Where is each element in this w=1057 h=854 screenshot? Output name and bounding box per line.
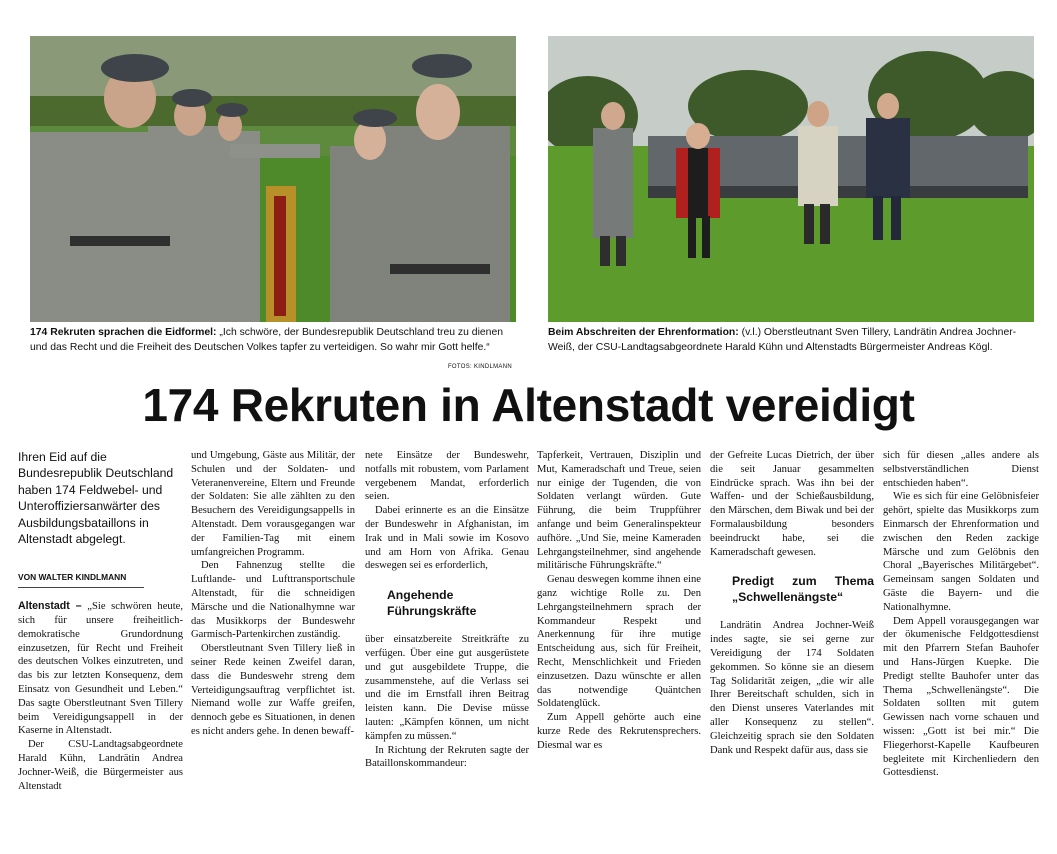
article-paragraph: Dem Appell vorausgegangen war der ökumenische Feldgottesdienst mit den Pfarrern Stefan Bauhofer und Hans-Jürgen Kuepke. Die Predigt stellte Bauhofer unter das Thema „Schwellenängste“. Die Soldaten sollten mit gutem Gewissen nach vorne schauen und wissen: „Gott ist bei mir.“ Die Fliegerhorst-Kapelle Kaufbeuren begleitete mit Kirchenliedern den Gottesdienst. (883, 615, 1039, 779)
article-paragraph: Tapferkeit, Vertrauen, Disziplin und Mut, Kameradschaft und Treue, seien nur einige der Tugenden, die von Soldaten verlangt würden. Gute Führung, die beim Truppführer anfange und beim Generalinspekteur aufhöre. „Und Sie, meine Kameraden Lehrgangsteilnehmer, sind angehende militärische Führungskräfte.“ (537, 450, 701, 572)
article-text: „Sie schwören heute, sich für unsere freiheitlich-demokratische Grundordnung einzusetzen, für Recht und Freiheit des deutschen Volkes einzutreten, und das bis zur letzten Konsequenz, dem Einsatz von Gesundheit und Leben.“ Das sagte Oberstleutnant Sven Tillery beim Vereidigungsappell in der Kaserne in Altenstadt. (18, 601, 183, 737)
photo-caption-right (548, 325, 1034, 355)
photo-caption-left (30, 325, 516, 375)
caption-right-text: (v.l.) Oberstleutnant Sven Tillery, Landrätin Andrea Jochner-Weiß, der CSU-Landtagsabgeordnete Harald Kühn und Altenstadts Bürgermeister Andreas Kögl. (548, 327, 1017, 353)
photo-oath-ceremony (30, 36, 516, 322)
article-paragraph: sich für diesen „alles andere als selbstverständlichen Dienst entschieden haben“. (883, 450, 1039, 489)
photo-honor-formation (548, 36, 1034, 322)
article-paragraph: Oberstleutnant Sven Tillery ließ in seiner Rede keinen Zweifel daran, dass die Bundeswehr streng dem Verteidigungsauftrag verpflichtet ist. Niemand wolle zur Waffe greifen, dennoch gebe es Situationen, in denen es nicht anders gehe. In denen bewaff- (191, 643, 355, 737)
article-paragraph: In Richtung der Rekruten sagte der Bataillonskommandeur: (365, 744, 529, 770)
article-paragraph (18, 600, 183, 738)
byline: VON WALTER KINDLMANN (18, 571, 144, 588)
subheading-leaders: Angehende Führungskräfte (387, 588, 477, 619)
article-column-5 (710, 449, 874, 757)
article-paragraph: der Gefreite Lucas Dietrich, der über die seit Januar gesammelten Eindrücke sprach. Was ihn bei der Waffen- und der Schießausbildung, den Märschen, dem Biwak und bei der Formalausbildung besonders beeindruckt habe, sei die Kameradschaft gewesen. (710, 450, 874, 558)
dateline: Altenstadt – (18, 600, 82, 613)
article-paragraph: Zum Appell gehörte auch eine kurze Rede des Rekrutensprechers. Diesmal war es (537, 712, 701, 751)
article-paragraph: Der CSU-Landtagsabgeordnete Harald Kühn, Landrätin Andrea Jochner-Weiß, die Bürgermeister aus Altenstadt (18, 739, 183, 792)
photo-credit: FOTOS: KINDLMANN (447, 364, 512, 370)
article-paragraph: Wie es sich für eine Gelöbnisfeier gehört, spielte das Musikkorps zum Einmarsch der Ehrenformation und zwischen den Reden zackige Märsche und zum Gelöbnis den Choral „Bayerisches Militärgebet“. Gemeinsam sangen Soldaten und Gäste die Bayern- und die Nationalhymne. (883, 491, 1039, 613)
article-paragraph: Genau deswegen komme ihnen eine ganz wichtige Rolle zu. Den Lehrgangsteilnehmern sprach der Kommandeur Respekt und Anerkennung für ihre mutige Entscheidung aus, sich für Freiheit, Recht, Menschlichkeit und Frieden einzusetzen. Dazu wünschte er allen das notwendige Quäntchen Soldatenglück. (537, 574, 701, 710)
article-paragraph: Dabei erinnerte es an die Einsätze der Bundeswehr in Afghanistan, im Irak und in Mali sowie im Kosovo und am Horn von Afrika. Genau deswegen sei es erforderlich, (365, 505, 529, 572)
subheading-sermon: Predigt zum Thema „Schwellenängste“ (732, 574, 874, 605)
article-lead: Ihren Eid auf die Bundesrepublik Deutschland haben 174 Feldwebel- und Unteroffiziersanwärter des Ausbildungsbataillons in Altenstadt abgelegt. (18, 450, 174, 547)
article-column-1 (18, 449, 183, 793)
article-paragraph: und Umgebung, Gäste aus Militär, der Schulen und der Soldaten- und Veteranenvereine, Eltern und Freunde der Soldaten: Sie alle zählten zu den Besuchern des Vereidigungsappells in Altenstadt. Dem vorausgegangen war der Familien-Tag mit einem umfangreichen Programm. (191, 450, 355, 558)
article-column-2 (191, 449, 355, 739)
caption-left-title: 174 Rekruten sprachen die Eidformel: (30, 327, 217, 338)
article-column-6 (883, 449, 1039, 780)
article-column-4 (537, 449, 701, 753)
article-paragraph: nete Einsätze der Bundeswehr, notfalls mit robustem, vom Parlament vergebenem Mandat, erforderlich seien. (365, 450, 529, 503)
article-paragraph: Landrätin Andrea Jochner-Weiß indes sagte, sie sei gerne zur Vereidigung der 174 Soldaten gekommen. So könne sie an diesem Tag Solidarität zeigen, „die wir alle Ihrer Bereitschaft schulden, sich in den Dienst unseres Vaterlandes mit aller Konsequenz zu stellen“. Gleichzeitig sprach sie den Soldaten Dank und Respekt dafür aus, dass sie (710, 620, 874, 756)
article-column-3 (365, 449, 529, 771)
article-paragraph: Den Fahnenzug stellte die Luftlande- und Lufttransportschule Altenstadt, für die schneidigen Märsche und die Nationalhymne war das Musikkorps der Bundeswehr Garmisch-Partenkirchen zuständig. (191, 560, 355, 641)
caption-right-title: Beim Abschreiten der Ehrenformation: (548, 327, 739, 338)
article-paragraph: über einsatzbereite Streitkräfte zu verfügen. Über eine gut ausgerüstete und gut ausgebildete Truppe, die zusammenstehe, auf die Verlass sei und die im Ernstfall ihren Beitrag leisten kann. Die Devise müsse lauten: „Kämpfen können, um nicht kämpfen zu müssen.“ (365, 634, 529, 742)
headline: 174 Rekruten in Altenstadt vereidigt (142, 379, 915, 431)
caption-left-text: „Ich schwöre, der Bundesrepublik Deutschland treu zu dienen und das Recht und die Freiheit des Deutschen Volkes tapfer zu verteidigen. So wahr mir Gott helfe.“ (30, 327, 503, 353)
